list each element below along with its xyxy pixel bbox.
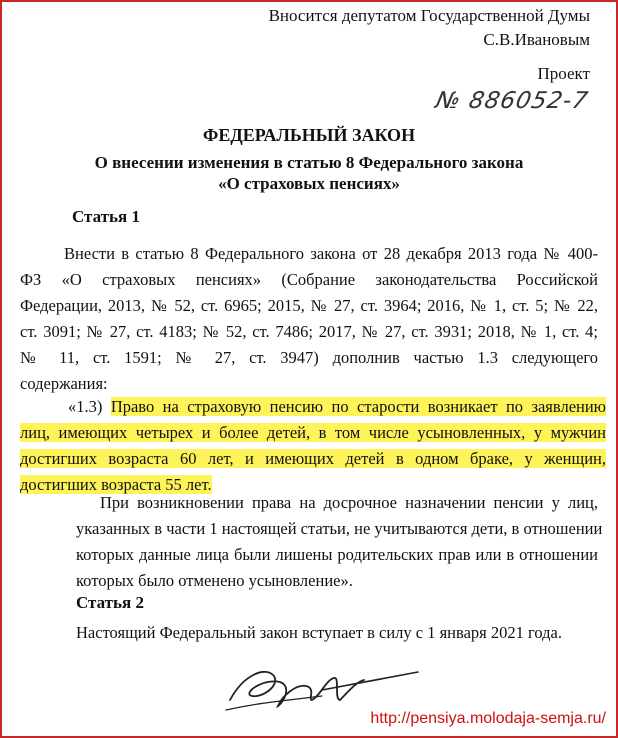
part-1-3 (20, 394, 606, 498)
article1-line: ФЗ «О страховых пенсиях» (Собрание законодательства Российской (20, 270, 598, 289)
article2-text: Настоящий Федеральный закон вступает в силу с 1 января 2021 года. (76, 623, 562, 642)
law-title: ФЕДЕРАЛЬНЫЙ ЗАКОН (202, 125, 416, 145)
continuation-line: которых данные лица были лишены родительских прав или в отношении (76, 545, 598, 564)
bill-number-handwritten: № 886052-7 (433, 88, 591, 114)
article1-line: № 11, ст. 1591; № 27, ст. 3947) дополнив частью 1.3 следующего (20, 348, 598, 367)
part-prefix: «1.3) (68, 397, 103, 416)
law-subtitle-line2: «О страховых пенсиях» (218, 174, 400, 193)
source-url-link[interactable]: http://pensiya.molodaja-semja.ru/ (370, 710, 606, 727)
highlight-text: лиц, имеющих четырех и более детей, в том числе усыновленных, у мужчин (20, 423, 606, 442)
article1-heading: Статья 1 (72, 207, 140, 226)
highlight-line (20, 420, 606, 446)
continuation-line: При возникновении права на досрочное назначении пенсии у лиц, (100, 493, 598, 512)
article1-line: ст. 3091; № 27, ст. 4183; № 52, ст. 7486; 2017, № 27, ст. 3931; 2018, № 1, ст. 4; (20, 322, 598, 341)
project-label: Проект (537, 64, 590, 83)
article1-continuation (76, 490, 603, 594)
article1-line: содержания: (20, 374, 108, 393)
introduced-by-line2: С.В.Ивановым (483, 30, 590, 49)
continuation-line: указанных в части 1 настоящей статьи, не учитываются дети, в отношении (76, 519, 603, 538)
article1-line: Федерации, 2013, № 52, ст. 6965; 2015, № 27, ст. 3964; 2016, № 1, ст. 5; № 22, (20, 296, 598, 315)
highlight-line (20, 446, 606, 472)
article1-line: Внести в статью 8 Федерального закона от 28 декабря 2013 года № 400- (64, 244, 598, 263)
continuation-line: которых было отменено усыновление». (76, 571, 353, 590)
law-subtitle-line1: О внесении изменения в статью 8 Федерального закона (94, 153, 524, 172)
article2-heading: Статья 2 (76, 593, 144, 612)
highlight-text: достигших возраста 55 лет. (20, 475, 212, 494)
highlight-text: Право на страховую пенсию по старости возникает по заявлению (110, 397, 607, 416)
highlight-text: достигших возраста 60 лет, и имеющих детей в одном браке, у женщин, (20, 449, 606, 468)
introduced-by-line1: Вносится депутатом Государственной Думы (268, 6, 590, 25)
article1-body (20, 241, 598, 397)
highlight-line (20, 394, 606, 420)
